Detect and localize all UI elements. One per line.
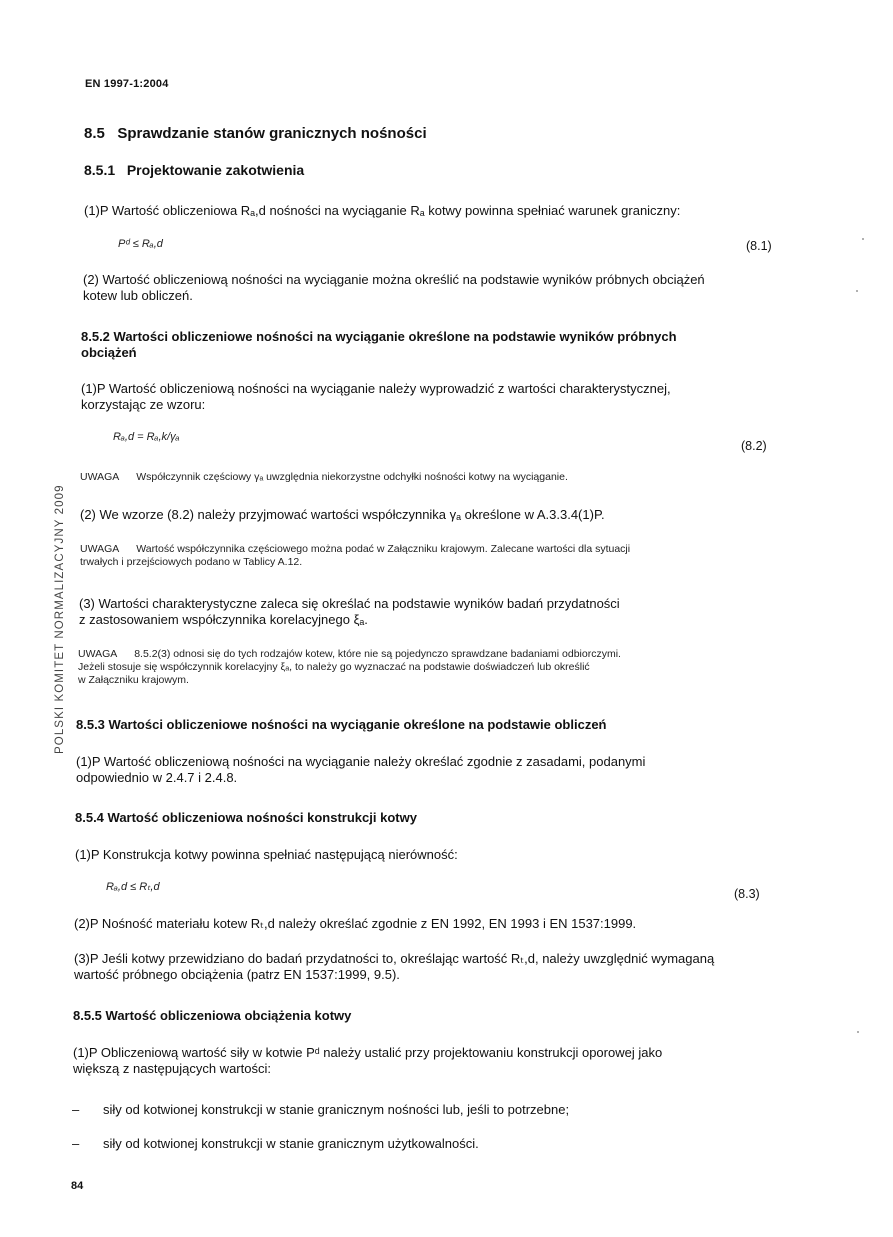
paragraph: (1)P Wartość obliczeniowa Rₐ,d nośności na wyciąganie Rₐ kotwy powinna spełniać warunek graniczny: xyxy=(84,203,681,218)
paragraph: (2) We wzorze (8.2) należy przyjmować wartości współczynnika γₐ określone w A.3.3.4(1)P. xyxy=(80,507,605,522)
paragraph-line: kotew lub obliczeń. xyxy=(83,288,193,303)
note-line: w Załączniku krajowym. xyxy=(78,674,189,686)
paragraph: (2)P Nośność materiału kotew Rₜ,d należy określać zgodnie z EN 1992, EN 1993 i EN 1537:1999. xyxy=(74,916,637,931)
paragraph-line: korzystając ze wzoru: xyxy=(81,397,206,412)
paragraph-line: (1)P Wartość obliczeniową nośności na wyciąganie należy określać zgodnie z zasadami, podanymi xyxy=(76,754,646,769)
paragraph-line: (3)P Jeśli kotwy przewidziano do badań przydatności to, określając wartość Rₜ,d, należy uwzględnić wymaganą xyxy=(74,951,715,966)
equation: Rₐ,d ≤ Rₜ,d xyxy=(106,881,160,893)
note-line: trwałych i przejściowych podano w Tablicy A.12. xyxy=(80,556,303,568)
note-text: Wartość współczynnika częściowego można podać w Załączniku krajowym. Zalecane wartości dla sytuacji xyxy=(136,543,631,555)
page-number: 84 xyxy=(71,1180,84,1192)
section-number: 8.5.1 xyxy=(84,162,116,178)
scan-speck xyxy=(857,1031,859,1033)
paragraph-line: odpowiednio w 2.4.7 i 2.4.8. xyxy=(76,770,238,785)
equation-number: (8.3) xyxy=(734,887,760,901)
note-label: UWAGA xyxy=(78,648,118,660)
list-item: siły od kotwionej konstrukcji w stanie granicznym użytkowalności. xyxy=(103,1136,479,1151)
list-bullet: – xyxy=(72,1136,80,1151)
equation-number: (8.2) xyxy=(741,439,767,453)
list-bullet: – xyxy=(72,1102,80,1117)
paragraph-line: wartość próbnego obciążenia (patrz EN 1537:1999, 9.5). xyxy=(74,967,400,982)
section-title: Sprawdzanie stanów granicznych nośności xyxy=(117,125,427,142)
document-id: EN 1997-1:2004 xyxy=(85,78,169,90)
section-8-5-4-title: 8.5.4 Wartość obliczeniowa nośności konstrukcji kotwy xyxy=(75,810,417,825)
note-label: UWAGA xyxy=(80,471,120,483)
paragraph-line: (1)P Obliczeniową wartość siły w kotwie Pᵈ należy ustalić przy projektowaniu konstrukcji oporowej jako xyxy=(73,1045,663,1060)
scan-speck xyxy=(856,290,858,292)
note xyxy=(78,648,621,661)
paragraph-line: z zastosowaniem współczynnika korelacyjnego ξₐ. xyxy=(79,612,368,627)
scan-speck xyxy=(862,238,864,240)
equation-number: (8.1) xyxy=(746,239,772,253)
section-8-5-1-title xyxy=(84,162,304,178)
equation: Rₐ,d = Rₐ,k/γₐ xyxy=(113,431,180,443)
section-8-5-2-title-line: 8.5.2 Wartości obliczeniowe nośności na wyciąganie określone na podstawie wyników próbnych xyxy=(81,329,677,344)
note-line: Jeżeli stosuje się współczynnik korelacyjny ξₐ, to należy go wyznaczać na podstawie doświadczeń lub określić xyxy=(78,661,590,673)
side-watermark-text: POLSKI KOMITET NORMALIZACYJNY 2009 xyxy=(54,484,66,754)
note-label: UWAGA xyxy=(80,543,120,555)
section-8-5-5-title: 8.5.5 Wartość obliczeniowa obciążenia kotwy xyxy=(73,1008,352,1023)
paragraph-line: większą z następujących wartości: xyxy=(73,1061,271,1076)
section-number: 8.5 xyxy=(84,125,105,142)
section-8-5-2-title-line: obciążeń xyxy=(81,345,137,360)
paragraph-line: (2) Wartość obliczeniową nośności na wyciąganie można określić na podstawie wyników próbnych obciążeń xyxy=(83,272,705,287)
section-title: Projektowanie zakotwienia xyxy=(126,162,305,178)
note-text: 8.5.2(3) odnosi się do tych rodzajów kotew, które nie są pojedynczo sprawdzane badaniami odbiorczymi. xyxy=(134,648,621,660)
equation: Pᵈ ≤ Rₐ,d xyxy=(118,238,163,250)
section-8-5-title xyxy=(84,125,427,142)
paragraph-line: (3) Wartości charakterystyczne zaleca się określać na podstawie wyników badań przydatności xyxy=(79,596,620,611)
section-8-5-3-title: 8.5.3 Wartości obliczeniowe nośności na wyciąganie określone na podstawie obliczeń xyxy=(76,717,607,732)
note xyxy=(80,543,630,556)
paragraph: (1)P Konstrukcja kotwy powinna spełniać następującą nierówność: xyxy=(75,847,458,862)
note-text: Współczynnik częściowy γₐ uwzględnia niekorzystne odchyłki nośności kotwy na wyciąganie. xyxy=(136,471,568,483)
list-item: siły od kotwionej konstrukcji w stanie granicznym nośności lub, jeśli to potrzebne; xyxy=(103,1102,570,1117)
note xyxy=(80,471,568,484)
paragraph-line: (1)P Wartość obliczeniową nośności na wyciąganie należy wyprowadzić z wartości charakterystycznej, xyxy=(81,381,671,396)
